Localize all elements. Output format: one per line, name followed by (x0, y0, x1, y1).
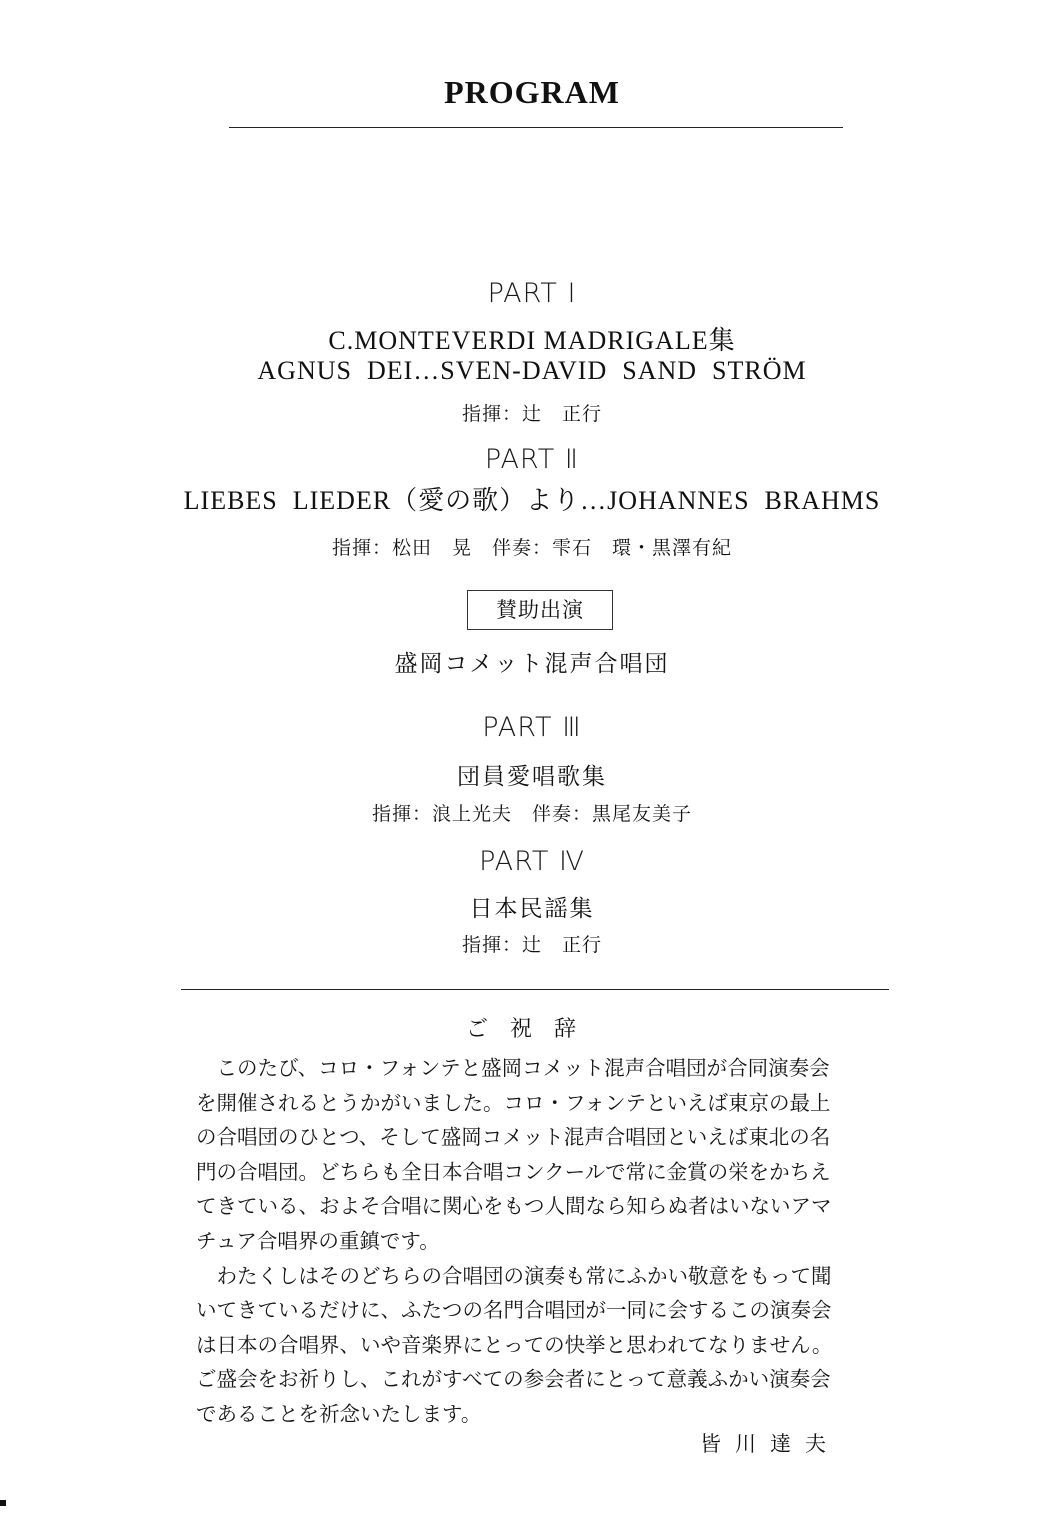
part-4-heading: PART Ⅳ (479, 846, 585, 877)
scan-mark (0, 1500, 6, 1506)
greeting-line: わたくしはそのどちらの合唱団の演奏も常にふかい敬意をもって聞 (196, 1263, 832, 1288)
part-1-heading: PART Ⅰ (487, 278, 577, 309)
greeting-heading: ご祝辞 (465, 1017, 598, 1042)
title-divider (229, 127, 843, 128)
greeting-line: てきている、およそ合唱に関心をもつ人間なら知らぬ者はいないアマ (196, 1194, 832, 1219)
greeting-line: ご盛会をお祈りし、これがすべての参会者にとって意義ふかい演奏会 (196, 1367, 831, 1392)
part-3-credits: 指揮：浪上光夫 伴奏：黒尾友美子 (371, 803, 692, 825)
greeting-line: 門の合唱団。どちらも全日本合唱コンクールで常に金賞の栄をかちえ (196, 1159, 831, 1184)
part-4-work-1: 日本民謡集 (469, 896, 595, 922)
greeting-line: このたび、コロ・フォンテと盛岡コメット混声合唱団が合同演奏会 (196, 1056, 830, 1080)
guest-choir-name: 盛岡コメット混声合唱団 (394, 651, 670, 677)
part-2-work-1: LIEBES LIEDER（愛の歌）より…JOHANNES BRAHMS (183, 486, 881, 515)
part-2-credits: 指揮：松田 晃 伴奏：雫石 環・黒澤有紀 (331, 537, 732, 559)
part-1-credits: 指揮：辻 正行 (461, 403, 602, 425)
greeting-line: の合唱団のひとつ、そして盛岡コメット混声合唱団といえば東北の名 (196, 1125, 831, 1150)
part-1-work-1: C.MONTEVERDI MADRIGALE集 (328, 326, 736, 355)
part-1-work-2: AGNUS DEI…SVEN-DAVID SAND STRÖM (257, 356, 807, 385)
part-3-heading: PART Ⅲ (482, 712, 582, 743)
page-title: PROGRAM (444, 74, 620, 110)
greeting-line: を開催されるとうかがいました。コロ・フォンテといえば東京の最上 (196, 1090, 831, 1115)
greeting-paragraph-1 (196, 1051, 894, 1259)
greeting-divider (181, 989, 889, 990)
part-3-work-1: 団員愛唱歌集 (457, 764, 607, 790)
part-2-heading: PART Ⅱ (484, 444, 580, 475)
guest-label-box: 賛助出演 (467, 590, 613, 630)
part-4-credits: 指揮：辻 正行 (461, 934, 602, 956)
greeting-signer: 皆川達夫 (700, 1432, 840, 1456)
greeting-body (196, 1051, 894, 1432)
greeting-line: チュア合唱界の重鎮です。 (196, 1228, 440, 1253)
greeting-paragraph-2 (196, 1259, 894, 1432)
greeting-line: は日本の合唱界、いや音楽界にとっての快挙と思われてなりません。 (196, 1332, 833, 1357)
greeting-line: であることを祈念いたします。 (196, 1401, 482, 1426)
greeting-line: いてきているだけに、ふたつの名門合唱団が一同に会するこの演奏会 (196, 1298, 832, 1323)
